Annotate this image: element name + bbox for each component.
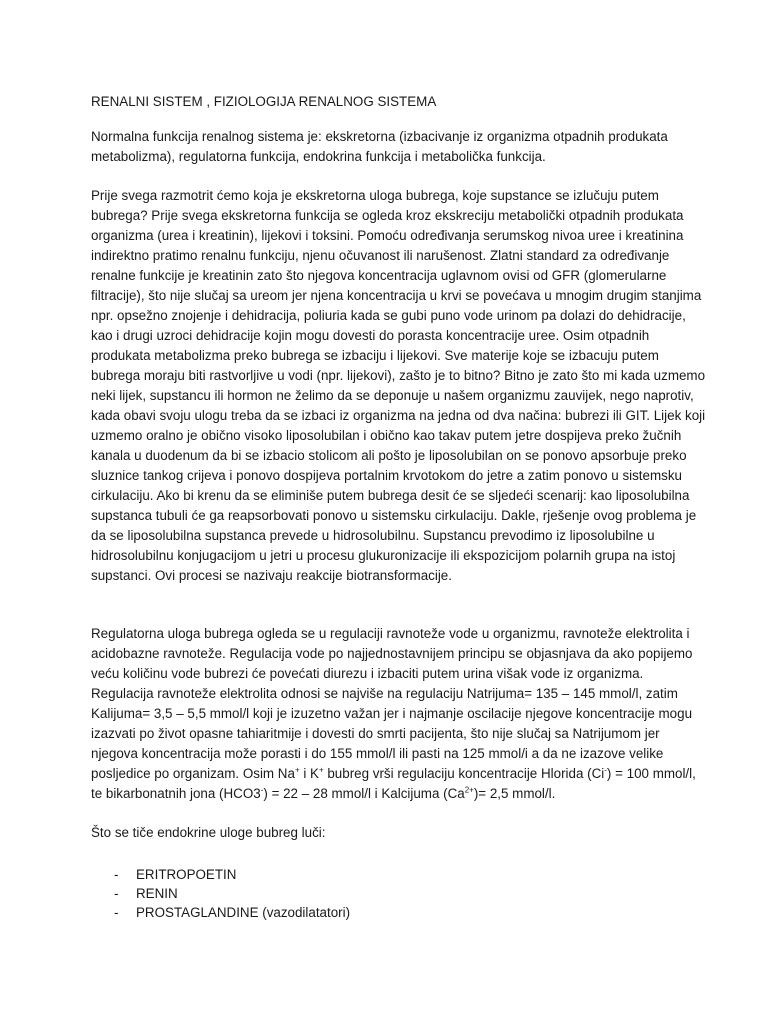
- list-item-text: PROSTAGLANDINE (vazodilatatori): [136, 905, 351, 920]
- paragraph-text-segment: )= 2,5 mmol/l.: [473, 786, 556, 801]
- paragraph-intro: Normalna funkcija renalnog sistema je: ekskretorna (izbacivanje iz organizma otpadnih produkata metabolizma), regulatorna funkcija, endokrina funkcija i metabolička funkcija.: [91, 129, 668, 164]
- superscript-calcium-charge: 2+: [464, 785, 474, 795]
- list-item-text: ERITROPOETIN: [136, 867, 237, 882]
- list-item: [91, 865, 708, 884]
- paragraph-text-segment: ) = 100 mmol/l, te bikarbonatnih jona (HCO3: [91, 766, 696, 801]
- document-title: RENALNI SISTEM , FIZIOLOGIJA RENALNOG SISTEMA: [91, 94, 437, 109]
- hormone-list: [91, 865, 708, 922]
- list-item: [91, 903, 708, 922]
- paragraph-endocrine-function: Što se tiče endokrine uloge bubreg luči:: [91, 825, 326, 840]
- paragraph-text-segment: bubreg vrši regulaciju koncentracije Hlorida (Ci: [323, 766, 605, 781]
- paragraph-regulatory-function: [91, 624, 708, 804]
- paragraph-excretory-function: Prije svega razmotrit ćemo koja je ekskretorna uloga bubrega, koje supstance se izlučuju putem bubrega? Prije svega ekskretorna funkcija se ogleda kroz ekskreciju metabolički otpadnih produkata organizma (urea i kreatinin), lijekovi i toksini. Pomoću određivanja serumskog nivoa uree i kreatinina indirektno pratimo renalnu funkciju, njenu očuvanost ili narušenost. Zlatni standard za određivanje renalne funkcije je kreatinin zato što njegova koncentracija uglavnom ovisi od GFR (glomerularne filtracije), što nije slučaj sa ureom jer njena koncentracija u krvi se povećava u mnogim drugim stanjima npr. opsežno znojenje i dehidracija, poliuria kada se gubi puno vode urinom pa dolazi do dehidracije, kao i drugi uzroci dehidracije kojin mogu dovesti do porasta koncentracije uree. Osim otpadnih produkata metabolizma preko bubrega se izbaciju i lijekovi. Sve materije koje se izbacuju putem bubrega moraju biti rastvorljive u vodi (npr. lijekovi), zašto je to bitno? Bitno je zato što mi kada uzmemo neki lijek, supstancu ili hormon ne želimo da se deponuje u našem organizmu zauvijek, nego naprotiv, kada obavi svoju ulogu treba da se izbaci iz organizma na jedna od dva načina: bubrezi ili GIT. Lijek koji uzmemo oralno je obično visoko liposolubilan i obično kao takav putem jetre dospijeva preko žučnih kanala u duodenum da bi se izbacio stolicom ali pošto je liposolubilan on se ponovo apsorbuje preko sluznice tankog crijeva i ponovo dospijeva portalnim krvotokom do jetre a zatim ponovo u sistemsku cirkulaciju. Ako bi krenu da se eliminiše putem bubrega desit će se sljedeći scenarij: kao liposolubilna supstanca tubuli će ga reapsorbovati ponovo u sistemsku cirkulaciju. Dakle, rješenje ovog problema je da se liposolubilna supstanca prevede u hidrosolubilnu. Supstancu prevodimo iz liposolubilne u hidrosolubilnu konjugacijom u jetri u procesu glukuronizacije ili ekspozicijom polarnih grupa na istoj supstanci. Ovi procesi se nazivaju reakcije biotransformacije.: [91, 188, 706, 583]
- list-item: [91, 884, 708, 903]
- superscript-sodium-charge: +: [294, 765, 300, 775]
- dash-bullet: -: [114, 886, 119, 901]
- paragraph-text-segment: i K: [299, 766, 319, 781]
- superscript-bicarbonate-charge: -: [260, 785, 264, 795]
- paragraph-text-segment: ) = 22 – 28 mmol/l i Kalcijuma (Ca: [263, 786, 465, 801]
- dash-bullet: -: [114, 867, 119, 882]
- dash-bullet: -: [114, 905, 119, 920]
- list-item-text: RENIN: [136, 886, 178, 901]
- paragraph-text-segment: Regulatorna uloga bubrega ogleda se u regulaciji ravnoteže vode u organizmu, ravnoteže elektrolita i acidobazne ravnoteže. Regulacija vode po najjednostavnijem principu se objasnjava da ako popijemo veću količinu vode bubrezi će povećati diurezu i izbaciti putem urina višak vode iz organizma. Regulacija ravnoteže elektrolita odnosi se najviše na regulaciju Natrijuma= 135 – 145 mmol/l, zatim Kalijuma= 3,5 – 5,5 mmol/l koji je izuzetno važan jer i najmanje oscilacije njegove koncentracije mogu izazvati po život opasne tahiaritmije i dovesti do smrti pacijenta, što nije slučaj sa Natrijumom jer njegova koncentracija može porasti i do 155 mmol/l ili pasti na 125 mmol/i a da ne izazove velike posljedice po organizam. Osim Na: [91, 626, 693, 781]
- superscript-chloride-charge: -: [604, 765, 607, 775]
- superscript-potassium-charge: +: [318, 765, 324, 775]
